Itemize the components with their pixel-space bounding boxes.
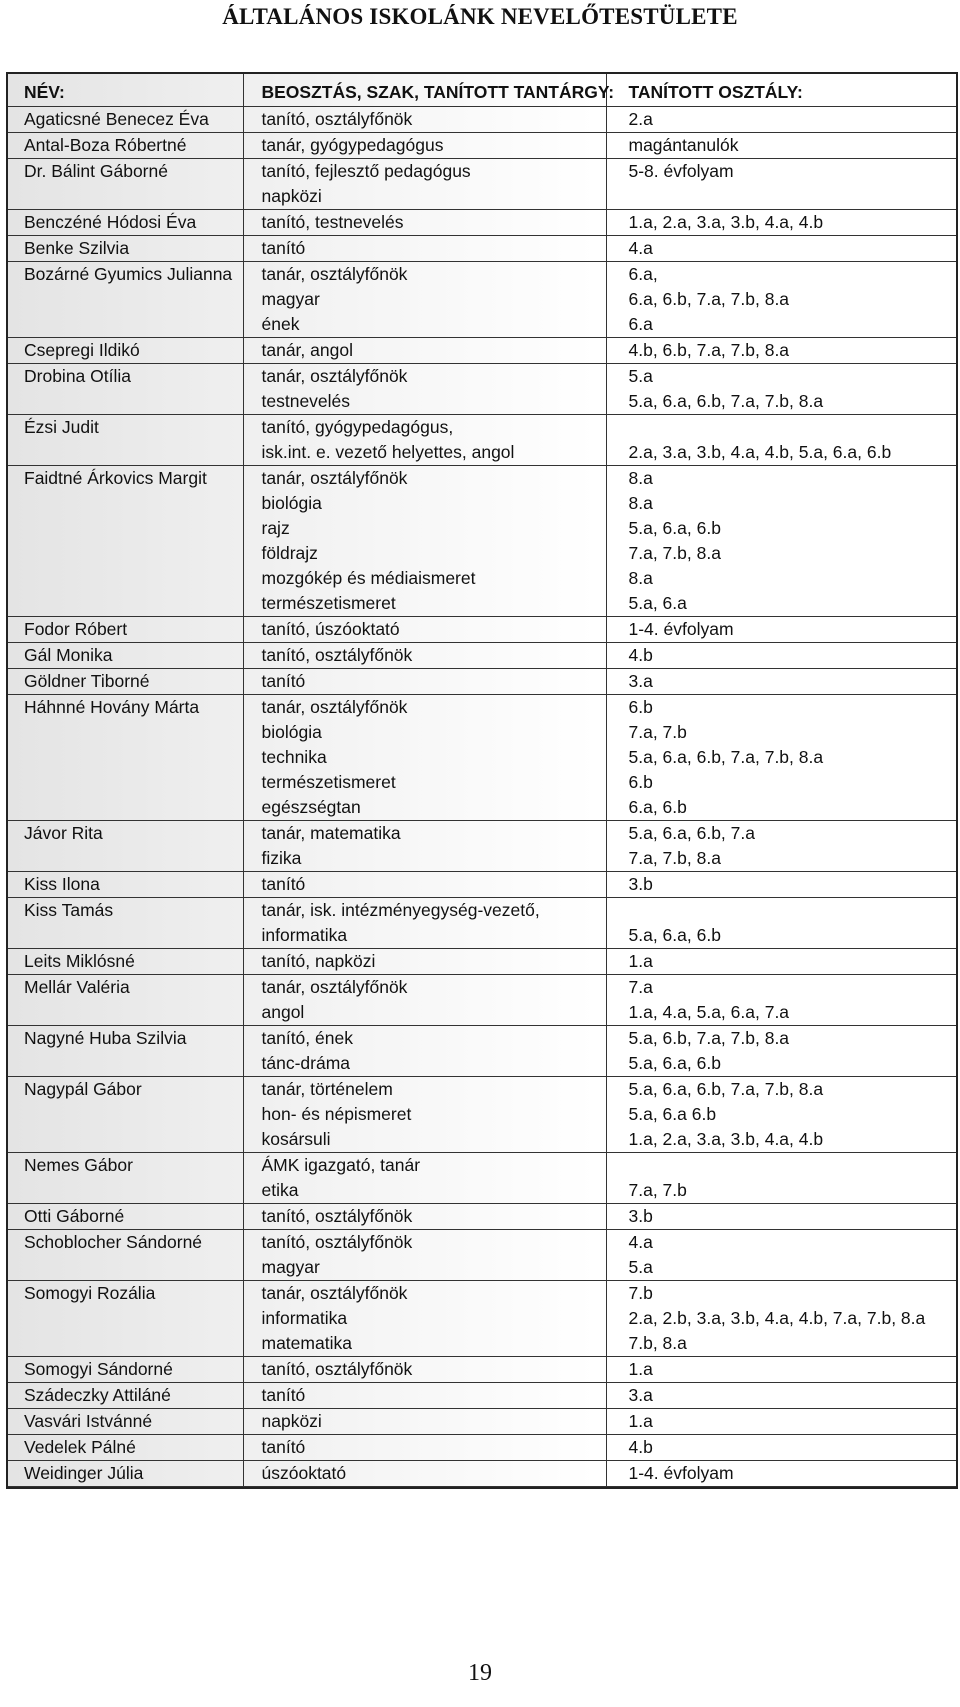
staff-name	[8, 1204, 243, 1230]
staff-roles	[243, 364, 606, 415]
staff-classes	[606, 669, 956, 695]
table-row	[8, 643, 956, 669]
role-line: egészségtan	[261, 797, 361, 817]
staff-name	[8, 466, 243, 617]
role-line: mozgókép és médiaismeret	[261, 568, 476, 588]
table-row	[8, 975, 956, 1026]
staff-name	[8, 262, 243, 338]
role-line: tanító, testnevelés	[261, 212, 404, 232]
class-line: 1.a, 2.a, 3.a, 3.b, 4.a, 4.b	[628, 1129, 824, 1149]
staff-name	[8, 695, 243, 821]
staff-name	[8, 1461, 243, 1487]
table-row	[8, 1409, 956, 1435]
class-line: 4.a	[628, 1232, 653, 1252]
staff-classes	[606, 1409, 956, 1435]
role-line: tanár, osztályfőnök	[261, 977, 408, 997]
table-row	[8, 949, 956, 975]
role-line: hon- és népismeret	[261, 1104, 412, 1124]
staff-name	[8, 1435, 243, 1461]
table-row	[8, 1435, 956, 1461]
staff-name-text: Leits Miklósné	[24, 951, 135, 971]
staff-roles	[243, 1153, 606, 1204]
staff-roles	[243, 1026, 606, 1077]
role-line: tanár, osztályfőnök	[261, 697, 408, 717]
role-line: földrajz	[261, 543, 318, 563]
staff-name	[8, 1357, 243, 1383]
staff-name-text: Jávor Rita	[24, 823, 103, 843]
role-line: tanár, isk. intézményegység-vezető,	[261, 900, 540, 920]
role-line: tanár, gyógypedagógus	[261, 135, 444, 155]
role-line: tánc-dráma	[261, 1053, 351, 1073]
staff-classes	[606, 236, 956, 262]
table-row	[8, 1077, 956, 1153]
class-line: 2.a, 2.b, 3.a, 3.b, 4.a, 4.b, 7.a, 7.b, 8.a	[628, 1308, 926, 1328]
staff-classes	[606, 898, 956, 949]
staff-name-text: Schoblocher Sándorné	[24, 1232, 203, 1252]
class-line: 8.a	[628, 468, 653, 488]
table-row	[8, 466, 956, 617]
class-line: 3.a	[628, 671, 653, 691]
staff-roles	[243, 695, 606, 821]
table-row	[8, 617, 956, 643]
staff-name-text: Kiss Ilona	[24, 874, 100, 894]
staff-roles	[243, 1435, 606, 1461]
role-line: tanár, osztályfőnök	[261, 366, 408, 386]
class-line: 5.a, 6.a, 6.b, 7.a, 7.b, 8.a	[628, 747, 824, 767]
staff-name	[8, 210, 243, 236]
staff-name-text: Kiss Tamás	[24, 900, 114, 920]
table-row	[8, 210, 956, 236]
table-row	[8, 898, 956, 949]
staff-roles	[243, 1204, 606, 1230]
staff-classes	[606, 1461, 956, 1487]
role-line: tanító	[261, 238, 306, 258]
staff-classes	[606, 1383, 956, 1409]
class-line: 7.a, 7.b	[628, 722, 687, 742]
class-line: 6.b	[628, 772, 653, 792]
staff-roles	[243, 466, 606, 617]
table-row	[8, 1383, 956, 1409]
table-row	[8, 1461, 956, 1487]
staff-roles	[243, 1461, 606, 1487]
class-line: 1.a	[628, 1359, 653, 1379]
role-line: tanító, napközi	[261, 951, 376, 971]
role-line: tanító	[261, 1385, 306, 1405]
staff-classes	[606, 1077, 956, 1153]
staff-name	[8, 669, 243, 695]
staff-roles	[243, 262, 606, 338]
staff-roles	[243, 1357, 606, 1383]
staff-name	[8, 236, 243, 262]
staff-name-text: Fodor Róbert	[24, 619, 128, 639]
class-line: 4.a	[628, 238, 653, 258]
staff-name	[8, 133, 243, 159]
staff-name	[8, 975, 243, 1026]
staff-classes	[606, 1230, 956, 1281]
table-row	[8, 338, 956, 364]
staff-classes	[606, 949, 956, 975]
role-line: technika	[261, 747, 327, 767]
class-line: 2.a, 3.a, 3.b, 4.a, 4.b, 5.a, 6.a, 6.b	[628, 442, 892, 462]
role-line: tanító	[261, 874, 306, 894]
role-line: magyar	[261, 289, 320, 309]
class-line: 5.a, 6.b, 7.a, 7.b, 8.a	[628, 1028, 790, 1048]
staff-name	[8, 898, 243, 949]
table-row	[8, 821, 956, 872]
staff-classes	[606, 821, 956, 872]
class-line: 1.a, 2.a, 3.a, 3.b, 4.a, 4.b	[628, 212, 824, 232]
class-line: 1.a	[628, 951, 653, 971]
staff-name-text: Otti Gáborné	[24, 1206, 125, 1226]
staff-name-text: Antal-Boza Róbertné	[24, 135, 187, 155]
role-line: informatika	[261, 1308, 348, 1328]
role-line: etika	[261, 1180, 299, 1200]
page-title: ÁLTALÁNOS ISKOLÁNK NEVELŐTESTÜLETE	[222, 4, 738, 29]
staff-name-text: Benczéné Hódosi Éva	[24, 212, 197, 232]
staff-name-text: Vedelek Pálné	[24, 1437, 136, 1457]
class-line: magántanulók	[628, 135, 739, 155]
staff-roles	[243, 415, 606, 466]
table-row	[8, 872, 956, 898]
class-line: 1-4. évfolyam	[628, 1463, 734, 1483]
table-row	[8, 669, 956, 695]
staff-classes	[606, 1204, 956, 1230]
staff-roles	[243, 1383, 606, 1409]
role-line: tanító, fejlesztő pedagógus	[261, 161, 471, 181]
staff-roles	[243, 617, 606, 643]
class-line: 5.a, 6.a, 6.b	[628, 518, 721, 538]
staff-roles	[243, 159, 606, 210]
staff-name	[8, 643, 243, 669]
staff-classes	[606, 338, 956, 364]
class-line: 5.a, 6.a	[628, 593, 687, 613]
role-line: napközi	[261, 186, 322, 206]
class-line: 3.a	[628, 1385, 653, 1405]
role-line: biológia	[261, 493, 322, 513]
staff-name-text: Göldner Tiborné	[24, 671, 150, 691]
staff-table	[6, 72, 958, 1489]
staff-name-text: Háhnné Hovány Márta	[24, 697, 200, 717]
class-line: 4.b	[628, 1437, 653, 1457]
table-row	[8, 262, 956, 338]
role-line: természetismeret	[261, 772, 396, 792]
role-line: angol	[261, 1002, 305, 1022]
table-row	[8, 1204, 956, 1230]
class-line: 8.a	[628, 493, 653, 513]
staff-classes	[606, 1281, 956, 1357]
staff-roles	[243, 643, 606, 669]
staff-name-text: Csepregi Ildikó	[24, 340, 140, 360]
class-line: 3.b	[628, 874, 653, 894]
table-row	[8, 415, 956, 466]
staff-name	[8, 159, 243, 210]
staff-name	[8, 949, 243, 975]
staff-roles	[243, 821, 606, 872]
table-row	[8, 1230, 956, 1281]
role-line: rajz	[261, 518, 290, 538]
class-line: 3.b	[628, 1206, 653, 1226]
table-row	[8, 1281, 956, 1357]
role-line: testnevelés	[261, 391, 351, 411]
class-line: 7.a, 7.b, 8.a	[628, 543, 721, 563]
table-row	[8, 1026, 956, 1077]
class-line: 7.a, 7.b	[628, 1180, 687, 1200]
class-line: 4.b, 6.b, 7.a, 7.b, 8.a	[628, 340, 790, 360]
staff-roles	[243, 210, 606, 236]
class-line: 5.a	[628, 366, 653, 386]
staff-classes	[606, 364, 956, 415]
class-line: 1-4. évfolyam	[628, 619, 734, 639]
role-line: matematika	[261, 1333, 352, 1353]
table-row	[8, 1153, 956, 1204]
staff-roles	[243, 872, 606, 898]
staff-name	[8, 364, 243, 415]
table-row	[8, 236, 956, 262]
class-line: 5.a, 6.a, 6.b, 7.a, 7.b, 8.a	[628, 1079, 824, 1099]
staff-name	[8, 1281, 243, 1357]
table-row	[8, 364, 956, 415]
role-line: fizika	[261, 848, 302, 868]
table-header-row	[8, 74, 956, 107]
class-line: 7.b	[628, 1283, 653, 1303]
staff-name-text: Drobina Otília	[24, 366, 131, 386]
staff-classes	[606, 133, 956, 159]
role-line: ÁMK igazgató, tanár	[261, 1155, 421, 1175]
class-line: 5.a, 6.a, 6.b	[628, 1053, 721, 1073]
staff-name-text: Weidinger Júlia	[24, 1463, 144, 1483]
role-line: természetismeret	[261, 593, 396, 613]
staff-classes	[606, 415, 956, 466]
staff-name	[8, 821, 243, 872]
staff-name-text: Bozárné Gyumics Julianna	[24, 264, 233, 284]
class-line	[629, 184, 957, 209]
staff-name	[8, 1077, 243, 1153]
staff-classes	[606, 107, 956, 133]
staff-name-text: Somogyi Rozália	[24, 1283, 156, 1303]
staff-classes	[606, 975, 956, 1026]
staff-roles	[243, 338, 606, 364]
role-line: tanító, osztályfőnök	[261, 1359, 413, 1379]
staff-name-text: Nemes Gábor	[24, 1155, 133, 1175]
role-line: tanító, úszóoktató	[261, 619, 400, 639]
role-line: napközi	[261, 1411, 322, 1431]
staff-classes	[606, 210, 956, 236]
class-line: 7.a	[628, 977, 653, 997]
class-line: 6.a,	[628, 264, 658, 284]
role-line: magyar	[261, 1257, 320, 1277]
class-line: 5.a, 6.a, 6.b, 7.a	[628, 823, 755, 843]
staff-roles	[243, 1281, 606, 1357]
table-row	[8, 695, 956, 821]
role-line: informatika	[261, 925, 348, 945]
header-role: BEOSZTÁS, SZAK, TANÍTOTT TANTÁRGY:	[243, 74, 606, 107]
staff-classes	[606, 872, 956, 898]
header-name: NÉV:	[8, 74, 243, 107]
class-line: 4.b	[628, 645, 653, 665]
class-line: 8.a	[628, 568, 653, 588]
role-line: tanító, gyógypedagógus,	[261, 417, 454, 437]
role-line: tanító	[261, 671, 306, 691]
class-line: 5-8. évfolyam	[628, 161, 734, 181]
staff-classes	[606, 1357, 956, 1383]
staff-name-text: Nagypál Gábor	[24, 1079, 142, 1099]
staff-classes	[606, 466, 956, 617]
role-line: tanító, osztályfőnök	[261, 109, 413, 129]
class-line: 6.a, 6.b	[628, 797, 687, 817]
class-line: 7.a, 7.b, 8.a	[628, 848, 721, 868]
class-line: 1.a	[628, 1411, 653, 1431]
staff-name	[8, 872, 243, 898]
staff-roles	[243, 949, 606, 975]
staff-name-text: Vasvári Istvánné	[24, 1411, 153, 1431]
staff-classes	[606, 1435, 956, 1461]
staff-classes	[606, 262, 956, 338]
class-line: 7.b, 8.a	[628, 1333, 687, 1353]
staff-roles	[243, 1077, 606, 1153]
staff-roles	[243, 669, 606, 695]
header-classes: TANÍTOTT OSZTÁLY:	[606, 74, 956, 107]
staff-roles	[243, 1409, 606, 1435]
staff-name-text: Ézsi Judit	[24, 417, 99, 437]
staff-name	[8, 1409, 243, 1435]
class-line: 1.a, 4.a, 5.a, 6.a, 7.a	[628, 1002, 790, 1022]
role-line: tanár, osztályfőnök	[261, 264, 408, 284]
class-line: 6.a	[628, 314, 653, 334]
table-row	[8, 133, 956, 159]
staff-name	[8, 1153, 243, 1204]
staff-roles	[243, 107, 606, 133]
staff-name-text: Benke Szilvia	[24, 238, 130, 258]
staff-name-text: Nagyné Huba Szilvia	[24, 1028, 187, 1048]
role-line: úszóoktató	[261, 1463, 347, 1483]
staff-classes	[606, 643, 956, 669]
staff-name-text: Gál Monika	[24, 645, 113, 665]
class-line: 5.a, 6.a, 6.b	[628, 925, 721, 945]
class-line	[629, 898, 957, 923]
staff-name	[8, 1026, 243, 1077]
staff-classes	[606, 159, 956, 210]
role-line: tanító, osztályfőnök	[261, 1206, 413, 1226]
staff-name	[8, 617, 243, 643]
staff-classes	[606, 1153, 956, 1204]
role-line: isk.int. e. vezető helyettes, angol	[261, 442, 515, 462]
staff-name-text: Mellár Valéria	[24, 977, 130, 997]
table-row	[8, 159, 956, 210]
staff-name	[8, 1230, 243, 1281]
role-line: biológia	[261, 722, 322, 742]
role-line: tanár, történelem	[261, 1079, 393, 1099]
staff-roles	[243, 975, 606, 1026]
class-line: 2.a	[628, 109, 653, 129]
role-line: tanító, osztályfőnök	[261, 1232, 413, 1252]
role-line: tanár, matematika	[261, 823, 401, 843]
staff-roles	[243, 898, 606, 949]
staff-roles	[243, 236, 606, 262]
class-line: 5.a	[628, 1257, 653, 1277]
staff-name-text: Agaticsné Benecez Éva	[24, 109, 209, 129]
table-row	[8, 1357, 956, 1383]
staff-name	[8, 415, 243, 466]
staff-roles	[243, 133, 606, 159]
class-line: 5.a, 6.a, 6.b, 7.a, 7.b, 8.a	[628, 391, 824, 411]
role-line: tanár, angol	[261, 340, 353, 360]
class-line: 6.b	[628, 697, 653, 717]
role-line: tanító, osztályfőnök	[261, 645, 413, 665]
class-line	[629, 415, 957, 440]
staff-name-text: Faidtné Árkovics Margit	[24, 468, 207, 488]
class-line: 6.a, 6.b, 7.a, 7.b, 8.a	[628, 289, 790, 309]
staff-name-text: Dr. Bálint Gáborné	[24, 161, 168, 181]
page-number: 19	[468, 1660, 492, 1686]
staff-name-text: Szádeczky Attiláné	[24, 1385, 171, 1405]
class-line	[629, 1153, 957, 1178]
staff-roles	[243, 1230, 606, 1281]
staff-name	[8, 1383, 243, 1409]
role-line: tanár, osztályfőnök	[261, 468, 408, 488]
staff-classes	[606, 617, 956, 643]
role-line: tanító, ének	[261, 1028, 353, 1048]
role-line: tanár, osztályfőnök	[261, 1283, 408, 1303]
class-line: 5.a, 6.a 6.b	[628, 1104, 717, 1124]
staff-name	[8, 338, 243, 364]
table-row	[8, 107, 956, 133]
role-line: ének	[261, 314, 300, 334]
staff-name	[8, 107, 243, 133]
role-line: kosársuli	[261, 1129, 331, 1149]
staff-classes	[606, 1026, 956, 1077]
staff-name-text: Somogyi Sándorné	[24, 1359, 173, 1379]
staff-classes	[606, 695, 956, 821]
role-line: tanító	[261, 1437, 306, 1457]
